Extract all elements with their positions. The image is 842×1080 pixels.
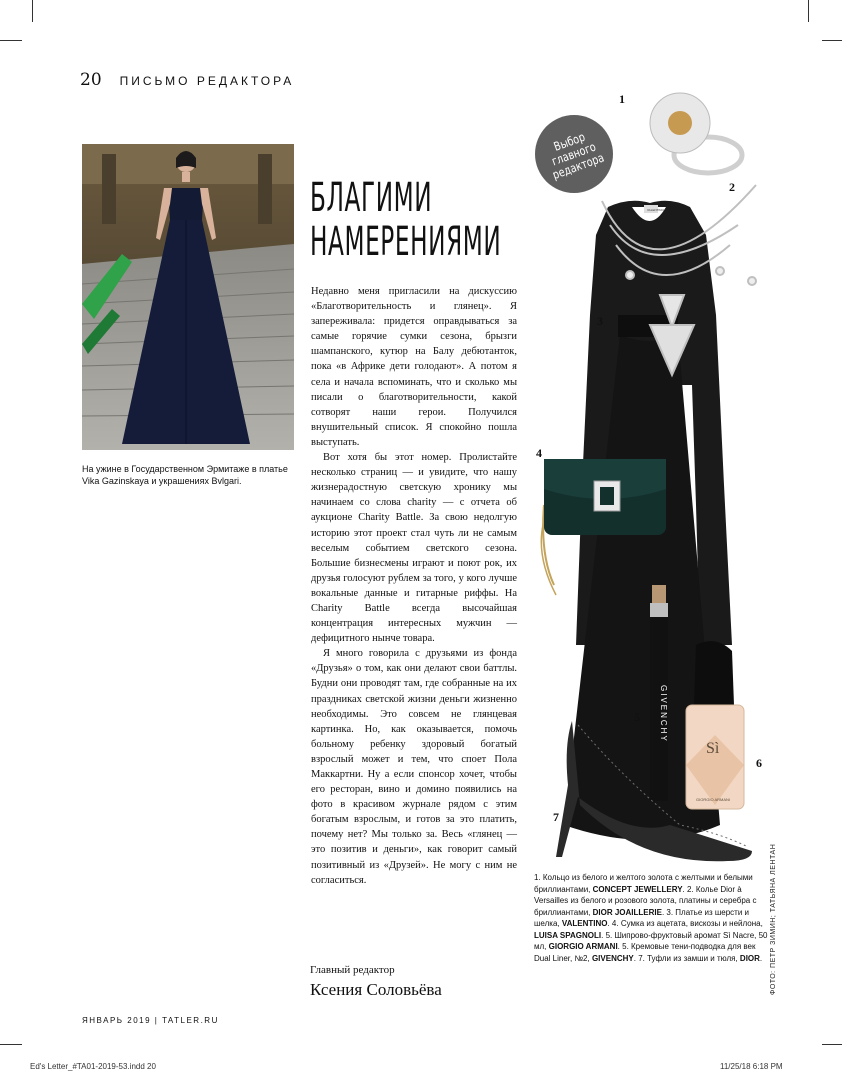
product-text: . 4. Сумка из ацетата, вискозы и нейлона, (607, 919, 763, 928)
item-number: 2 (729, 180, 735, 194)
print-slug-date: 11/25/18 6:18 PM (720, 1062, 783, 1071)
editor-photo (82, 144, 294, 450)
page-footer: ЯНВАРЬ 2019 | TATLER.RU (82, 1016, 219, 1025)
product-brand: VALENTINO (561, 919, 608, 928)
body-paragraph: Недавно меня пригласили на дискуссию «Благотворительность и глянец». Я запереживала: придется оправдываться за самые горячие сумки сезона, брызги шампанского, кутюр на Балу дебютанток, пока «в Африке дети голодают». А потом я села и начала вспоминать, что и сколько мы писали о благотворительности, какой сотворят наши герои. Получился внушительный список. Я спокойно пошла выступать. (311, 286, 517, 448)
product-brand: CONCEPT JEWELLERY (592, 884, 683, 894)
crop-mark (32, 0, 33, 22)
product-brand: DIOR (739, 953, 760, 963)
item-number: 6 (756, 756, 762, 770)
product-list (534, 872, 774, 964)
print-slug-file: Ed's Letter_#TA01-2019-53.indd 20 (30, 1062, 156, 1071)
item-number: 3 (597, 314, 603, 328)
editor-signature: Ксения Соловьёва (310, 980, 442, 999)
item-number: 5 (634, 710, 640, 724)
product-text: . 7. Туфли из замши и тюля, (633, 953, 740, 963)
eyeliner-brand-text: GIVENCHY (659, 685, 668, 743)
product-text: . 3. Платье из шерсти и шелка, (534, 907, 749, 928)
photo-credit: ФОТО: ПЕТР ЗИМИН; ТАТЬЯНА ЛЕНТАН (770, 843, 777, 995)
section-title: ПИСЬМО РЕДАКТОРА (119, 74, 295, 88)
editor-role: Главный редактор (310, 964, 395, 976)
eyeliner-illustration (650, 585, 668, 801)
product-brand: GIVENCHY (591, 953, 634, 963)
product-brand: LUISA SPAGNOLI (534, 930, 602, 940)
perfume-brand-text: GIORGIO ARMANI (696, 797, 731, 802)
editors-pick-badge (535, 115, 613, 193)
photo-caption: На ужине в Государственном Эрмитаже в платье Vika Gazinskaya и украшениях Bvlgari. (82, 464, 288, 486)
title-line: НАМЕРЕНИЯМИ (310, 219, 502, 265)
item-number: 1 (619, 92, 625, 106)
crop-mark (808, 0, 809, 22)
product-text: . 5. Кремовые тени-подводка для век Dual Liner, №2, (534, 942, 756, 963)
page-number: 20 (80, 70, 102, 90)
editors-pick-products (520, 85, 780, 865)
crop-mark (0, 40, 22, 41)
body-paragraph: Вот хотя бы этот номер. Пролистайте несколько страниц — и увидите, что нашу жизнерадостную светскую хронику мы начинаем со слова charity — с отчета об аукционе Charity Battle. За свою недолгую историю этот проект стал чуть ли не самым веселым событием светского сезона. Большие бизнесмены играют и поют рок, их друзья голосуют рублем за того, у кого лучше вокальные данные и гитарные риффы. На Charity Battle всегда высочайшая концентрация интересных мужчин — дефицитного нынче товара. (311, 452, 517, 645)
title-line: БЛАГИМИ (310, 175, 433, 221)
perfume-name-text: Sì (706, 740, 720, 757)
product-text: 1. Кольцо из белого и желтого золота с желтыми и белыми бриллиантами, (534, 873, 753, 894)
badge-text: Выбор главного редактора (549, 129, 606, 182)
product-brand: DIOR JOAILLERIE (592, 907, 662, 917)
editor-photo-illustration (82, 144, 294, 450)
page-header (80, 70, 294, 90)
product-brand: GIORGIO ARMANI (548, 942, 618, 951)
crop-mark (0, 1044, 22, 1045)
item-number: 4 (536, 446, 542, 460)
product-text: . 2. Колье Dior à Versailles из белого и розового золота, платины и серебра с бриллиантами, (534, 884, 757, 917)
product-text: . 5. Шипрово-фруктовый аромат Sì Nacre, 50 мл, (534, 930, 768, 951)
ring-illustration (650, 93, 742, 173)
article-title (310, 176, 501, 264)
crop-mark (822, 40, 842, 41)
article-body (311, 284, 517, 888)
body-paragraph: Я много говорила с друзьями из фонда «Друзья» о том, как они делают свои баттлы. Будни они проводят там, где собранные на их праздниках светской жизни деньги жизненно необходимы. Это совсем не глянцевая картинка. Но, как оказывается, помочь больному ребенку здоровый богатый взрослый может и тем, что споет Пола Маккартни. Ну а если спонсор хочет, чтобы его ресторан, вино и домино появились на фото в красивом журнале рядом с этим богатым взрослым, и готов за это платить, почему нет? Мы только за. Весь «глянец — это позитив и деньги», как говорит самый позитивный из «Друзей». Не могу с ним не согласиться. (311, 648, 517, 886)
dress-label-text: VALENTINO (647, 208, 664, 212)
item-number: 7 (553, 810, 559, 824)
product-text: . (759, 953, 763, 963)
crop-mark (822, 1044, 842, 1045)
